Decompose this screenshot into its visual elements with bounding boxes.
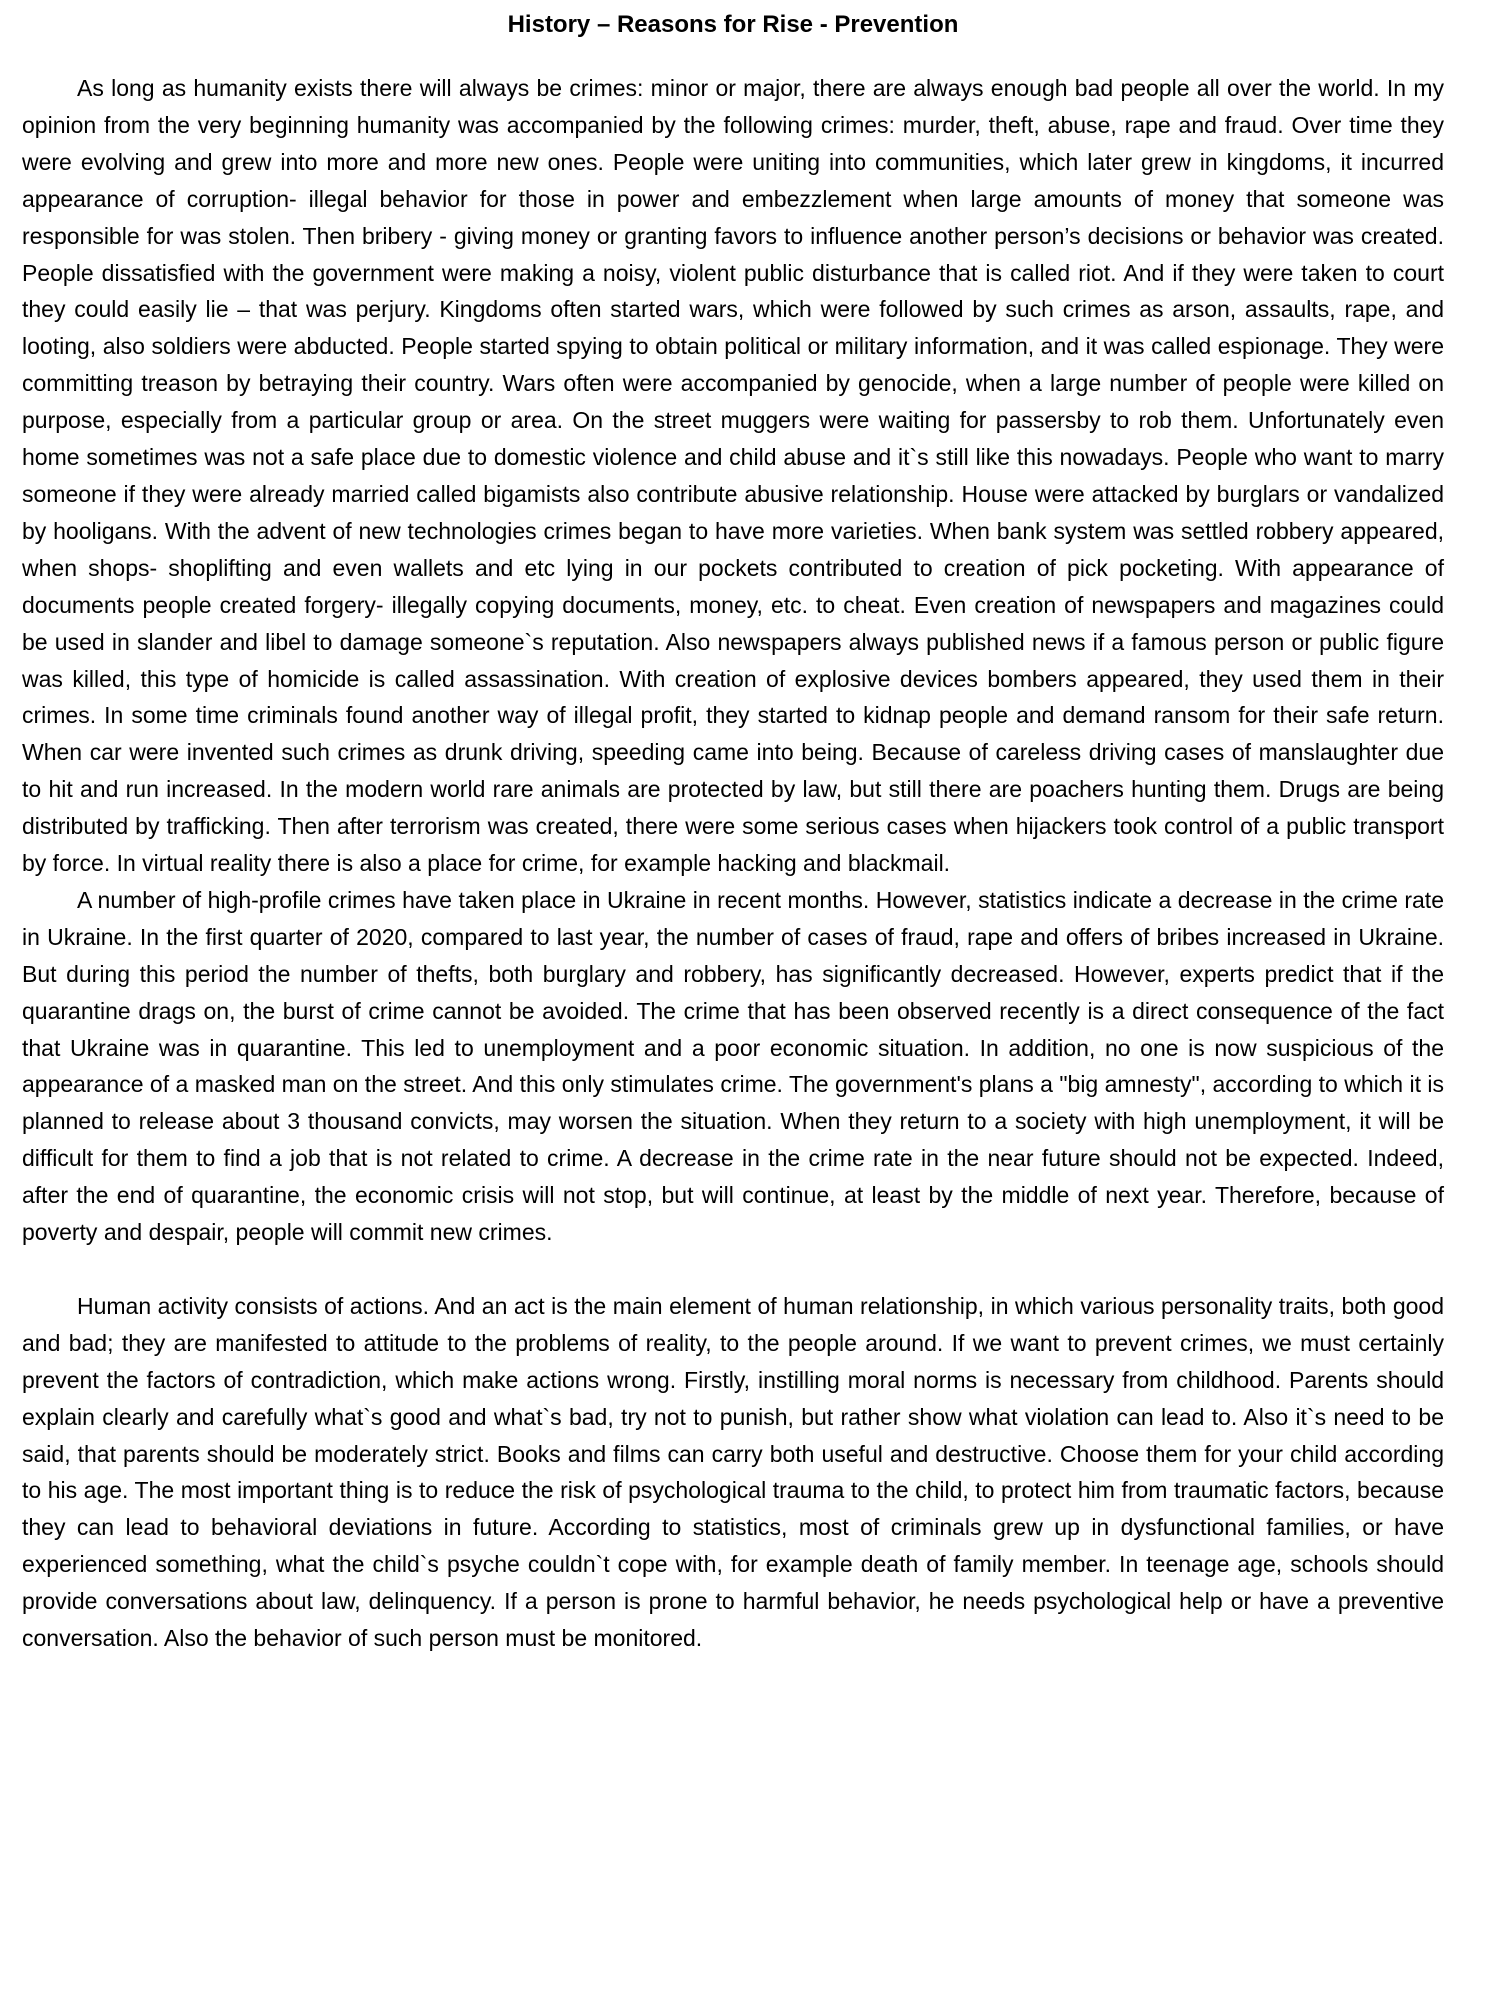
paragraph-crime-prevention: Human activity consists of actions. And an act is the main element of human relationship, in which various personality traits, both good and bad; they are manifested to attitude to the problems of reality, to the people around. If we want to prevent crimes, we must certainly prevent the factors of contradiction, which make actions wrong. Firstly, instilling moral norms is necessary from childhood. Parents should explain clearly and carefully what`s good and what`s bad, try not to punish, but rather show what violation can lead to. Also it`s need to be said, that parents should be moderately strict. Books and films can carry both useful and destructive. Choose them for your child according to his age. The most important thing is to reduce the risk of psychological trauma to the child, to protect him from traumatic factors, because they can lead to behavioral deviations in future. According to statistics, most of criminals grew up in dysfunctional families, or have experienced something, what the child`s psyche couldn`t cope with, for example death of family member. In teenage age, schools should provide conversations about law, delinquency. If a person is prone to harmful behavior, he needs psychological help or have a preventive conversation. Also the behavior of such person must be monitored. [22, 1292, 1444, 1652]
document-title: History – Reasons for Rise - Prevention [507, 11, 959, 38]
paragraph-crime-history: As long as humanity exists there will always be crimes: minor or major, there are always enough bad people all over the world. In my opinion from the very beginning humanity was accompanied by the following crimes: murder, theft, abuse, rape and fraud. Over time they were evolving and grew into more and more new ones. People were uniting into communities, which later grew in kingdoms, it incurred appearance of corruption- illegal behavior for those in power and embezzlement when large amounts of money that someone was responsible for was stolen. Then bribery - giving money or granting favors to influence another person’s decisions or behavior was created. People dissatisfied with the government were making a noisy, violent public disturbance that is called riot. And if they were taken to court they could easily lie – that was perjury. Kingdoms often started wars, which were followed by such crimes as arson, assaults, rape, and looting, also soldiers were abducted. People started spying to obtain political or military information, and it was called espionage. They were committing treason by betraying their country. Wars often were accompanied by genocide, when a large number of people were killed on purpose, especially from a particular group or area. On the street muggers were waiting for passersby to rob them. Unfortunately even home sometimes was not a safe place due to domestic violence and child abuse and it`s still like this nowadays. People who want to marry someone if they were already married called bigamists also contribute abusive relationship. House were attacked by burglars or vandalized by hooligans. With the advent of new technologies crimes began to have more varieties. When bank system was settled robbery appeared, when shops- shoplifting and even wallets and etc lying in our pockets contributed to creation of pick pocketing. With appearance of documents people created forgery- illegally copying documents, money, etc. to cheat. Even creation of newspapers and magazines could be used in slander and libel to damage someone`s reputation. Also newspapers always published news if a famous person or public figure was killed, this type of homicide is called assassination. With creation of explosive devices bombers appeared, they used them in their crimes. In some time criminals found another way of illegal profit, they started to kidnap people and demand ransom for their safe return. When car were invented such crimes as drunk driving, speeding came into being. Because of careless driving cases of manslaughter due to hit and run increased. In the modern world rare animals are protected by law, but still there are poachers hunting them. Drugs are being distributed by trafficking. Then after terrorism was created, there were some serious cases when hijackers took control of a public transport by force. In virtual reality there is also a place for crime, for example hacking and blackmail. [22, 75, 1444, 877]
paragraph-spacer [22, 1251, 1444, 1288]
document-page [22, 8, 1444, 1657]
paragraph-ukraine-statistics: A number of high-profile crimes have taken place in Ukraine in recent months. However, statistics indicate a decrease in the crime rate in Ukraine. In the first quarter of 2020, compared to last year, the number of cases of fraud, rape and offers of bribes increased in Ukraine. But during this period the number of thefts, both burglary and robbery, has significantly decreased. However, experts predict that if the quarantine drags on, the burst of crime cannot be avoided. The crime that has been observed recently is a direct consequence of the fact that Ukraine was in quarantine. This led to unemployment and a poor economic situation. In addition, no one is now suspicious of the appearance of a masked man on the street. And this only stimulates crime. The government's plans a "big amnesty", according to which it is planned to release about 3 thousand convicts, may worsen the situation. When they return to a society with high unemployment, it will be difficult for them to find a job that is not related to crime. A decrease in the crime rate in the near future should not be expected. Indeed, after the end of quarantine, the economic crisis will not stop, but will continue, at least by the middle of next year. Therefore, because of poverty and despair, people will commit new crimes. [22, 886, 1444, 1246]
